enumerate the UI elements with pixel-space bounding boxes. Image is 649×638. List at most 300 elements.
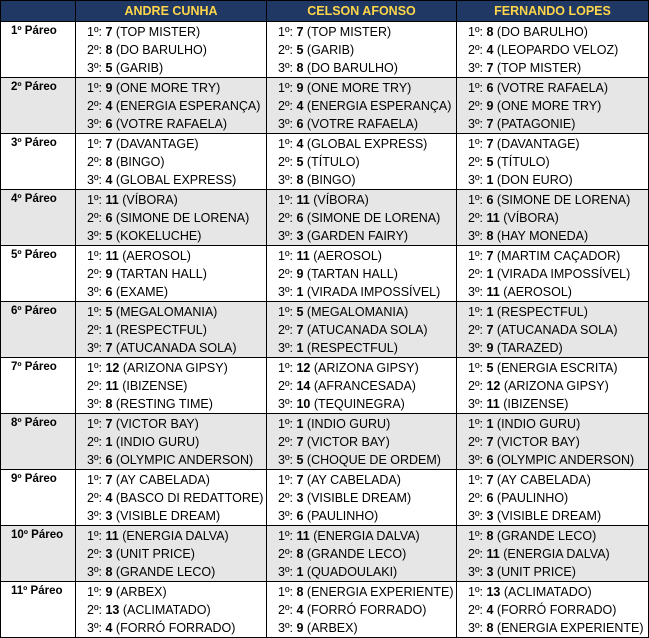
pick-horse-name: (CHOQUE DE ORDEM) (306, 453, 441, 467)
pick-position: 1º: (468, 529, 483, 543)
pick-number: 9 (296, 81, 304, 95)
pick-position: 2º: (468, 155, 483, 169)
pick-horse-name: (FORRÓ FORRADO) (496, 603, 617, 617)
picks-cell-celson-afonso (267, 470, 457, 526)
pick-line (87, 321, 266, 339)
pick-line (468, 601, 648, 619)
pick-line (468, 339, 648, 357)
pick-number: 9 (296, 267, 304, 281)
pick-position: 3º: (468, 621, 483, 635)
picks-cell-fernando-lopes (457, 246, 649, 302)
pick-number: 12 (296, 361, 311, 375)
pick-line (87, 265, 266, 283)
pick-number: 6 (486, 193, 494, 207)
pick-number: 6 (105, 211, 113, 225)
pick-position: 3º: (87, 565, 102, 579)
pick-position: 3º: (87, 621, 102, 635)
pick-number: 5 (105, 229, 113, 243)
header-expert-andre-cunha: ANDRE CUNHA (76, 1, 267, 22)
pick-position: 1º: (87, 137, 102, 151)
pick-position: 3º: (87, 229, 102, 243)
pick-number: 4 (105, 173, 113, 187)
pick-horse-name: (DON EURO) (496, 173, 573, 187)
pick-horse-name: (AFRANCESADA) (313, 379, 416, 393)
pick-number: 13 (486, 585, 501, 599)
pick-position: 2º: (87, 43, 102, 57)
pick-position: 3º: (278, 453, 293, 467)
pick-line (278, 545, 456, 563)
pick-line (468, 97, 648, 115)
pick-position: 3º: (468, 61, 483, 75)
picks-cell-celson-afonso (267, 22, 457, 78)
pick-line (278, 41, 456, 59)
pick-position: 3º: (278, 341, 293, 355)
pick-horse-name: (VOTRE RAFAELA) (115, 117, 228, 131)
pick-number: 7 (486, 323, 494, 337)
pick-line (278, 527, 456, 545)
pick-line (87, 115, 266, 133)
pick-position: 1º: (278, 585, 293, 599)
pick-position: 2º: (87, 435, 102, 449)
pick-position: 1º: (278, 25, 293, 39)
pick-horse-name: (TARTAN HALL) (306, 267, 398, 281)
pick-position: 1º: (278, 249, 293, 263)
header-expert-fernando-lopes: FERNANDO LOPES (457, 1, 649, 22)
pick-position: 2º: (468, 211, 483, 225)
pick-horse-name: (KOKELUCHE) (115, 229, 202, 243)
pick-line (278, 359, 456, 377)
pick-horse-name: (TOP MISTER) (496, 61, 582, 75)
pick-horse-name: (VOTRE RAFAELA) (306, 117, 419, 131)
pick-horse-name: (VISIBLE DREAM) (115, 509, 221, 523)
pick-number: 1 (105, 323, 113, 337)
pick-horse-name: (VIRADA IMPOSSÍVEL) (306, 285, 441, 299)
pick-number: 4 (105, 99, 113, 113)
pick-position: 1º: (87, 193, 102, 207)
pick-number: 9 (296, 621, 304, 635)
pick-position: 2º: (87, 267, 102, 281)
pick-position: 3º: (468, 453, 483, 467)
pick-position: 2º: (278, 155, 293, 169)
picks-cell-fernando-lopes (457, 78, 649, 134)
pick-number: 1 (486, 267, 494, 281)
pick-number: 8 (296, 61, 304, 75)
pick-horse-name: (TARAZED) (496, 341, 563, 355)
pick-number: 3 (296, 491, 304, 505)
picks-cell-fernando-lopes (457, 22, 649, 78)
pick-horse-name: (AY CABELADA) (496, 473, 591, 487)
pick-horse-name: (VÍBORA) (313, 193, 369, 207)
pick-position: 3º: (278, 61, 293, 75)
pick-horse-name: (MEGALOMANIA) (115, 305, 218, 319)
pick-horse-name: (PAULINHO) (306, 509, 379, 523)
pick-line (278, 303, 456, 321)
pick-line (278, 209, 456, 227)
pick-horse-name: (ENERGIA ESPERANÇA) (306, 99, 452, 113)
race-label: 5º Páreo (1, 246, 76, 302)
picks-cell-andre-cunha (76, 246, 267, 302)
pick-line (278, 619, 456, 637)
pick-horse-name: (TOP MISTER) (115, 25, 201, 39)
pick-number: 11 (486, 285, 500, 299)
pick-horse-name: (TARTAN HALL) (115, 267, 207, 281)
pick-line (87, 433, 266, 451)
pick-horse-name: (SIMONE DE LORENA) (115, 211, 250, 225)
pick-horse-name: (MARTIM CAÇADOR) (496, 249, 621, 263)
pick-horse-name: (TÍTULO) (496, 155, 550, 169)
pick-line (278, 79, 456, 97)
pick-position: 2º: (468, 435, 483, 449)
pick-number: 11 (105, 193, 119, 207)
pick-line (468, 527, 648, 545)
race-row (1, 302, 649, 358)
pick-line (87, 583, 266, 601)
pick-position: 3º: (468, 341, 483, 355)
pick-horse-name: (ENERGIA DALVA) (503, 547, 610, 561)
pick-horse-name: (BINGO) (306, 173, 356, 187)
pick-position: 1º: (468, 193, 483, 207)
pick-position: 1º: (278, 473, 293, 487)
pick-position: 1º: (468, 305, 483, 319)
pick-line (278, 415, 456, 433)
pick-number: 5 (296, 155, 304, 169)
race-label: 10º Páreo (1, 526, 76, 582)
pick-number: 5 (296, 305, 304, 319)
pick-position: 3º: (468, 173, 483, 187)
pick-number: 8 (296, 173, 304, 187)
pick-line (468, 79, 648, 97)
pick-position: 2º: (87, 379, 102, 393)
pick-position: 1º: (468, 137, 483, 151)
picks-cell-fernando-lopes (457, 526, 649, 582)
pick-line (87, 59, 266, 77)
pick-line (278, 115, 456, 133)
header-blank-cell (1, 1, 76, 22)
pick-position: 2º: (468, 547, 483, 561)
picks-cell-celson-afonso (267, 78, 457, 134)
pick-line (87, 377, 266, 395)
pick-number: 5 (296, 453, 304, 467)
pick-horse-name: (ENERGIA EXPERIENTE) (306, 585, 454, 599)
pick-number: 6 (296, 211, 304, 225)
pick-number: 4 (296, 137, 304, 151)
picks-cell-andre-cunha (76, 582, 267, 638)
pick-position: 1º: (278, 417, 293, 431)
pick-horse-name: (VÍBORA) (122, 193, 178, 207)
pick-line (87, 171, 266, 189)
race-label: 6º Páreo (1, 302, 76, 358)
pick-horse-name: (VIRADA IMPOSSÍVEL) (496, 267, 631, 281)
pick-number: 1 (486, 417, 494, 431)
race-row (1, 582, 649, 638)
pick-position: 1º: (87, 361, 102, 375)
race-row (1, 470, 649, 526)
pick-number: 1 (486, 173, 494, 187)
pick-number: 4 (486, 43, 494, 57)
pick-line (278, 265, 456, 283)
pick-position: 3º: (468, 285, 483, 299)
pick-horse-name: (INDIO GURU) (115, 435, 200, 449)
pick-line (87, 339, 266, 357)
pick-horse-name: (INDIO GURU) (306, 417, 391, 431)
pick-number: 3 (486, 509, 494, 523)
pick-number: 6 (486, 491, 494, 505)
pick-horse-name: (ACLIMATADO) (122, 603, 211, 617)
pick-number: 11 (296, 193, 310, 207)
pick-position: 2º: (278, 491, 293, 505)
pick-horse-name: (ENERGIA ESPERANÇA) (115, 99, 261, 113)
pick-number: 6 (105, 117, 113, 131)
pick-position: 3º: (87, 285, 102, 299)
picks-cell-celson-afonso (267, 358, 457, 414)
pick-position: 1º: (278, 193, 293, 207)
race-label: 11º Páreo (1, 582, 76, 638)
pick-position: 2º: (87, 155, 102, 169)
race-row (1, 246, 649, 302)
picks-cell-celson-afonso (267, 526, 457, 582)
pick-horse-name: (GARDEN FAIRY) (306, 229, 409, 243)
pick-number: 3 (296, 229, 304, 243)
pick-horse-name: (IBIZENSE) (503, 397, 569, 411)
pick-number: 6 (486, 81, 494, 95)
pick-horse-name: (DO BARULHO) (496, 25, 588, 39)
race-row (1, 190, 649, 246)
race-row (1, 78, 649, 134)
picks-cell-celson-afonso (267, 414, 457, 470)
pick-line (468, 359, 648, 377)
pick-line (278, 433, 456, 451)
pick-position: 2º: (278, 43, 293, 57)
pick-number: 7 (105, 417, 113, 431)
pick-line (278, 191, 456, 209)
pick-line (278, 171, 456, 189)
pick-position: 3º: (468, 565, 483, 579)
pick-horse-name: (ARBEX) (306, 621, 358, 635)
pick-line (278, 451, 456, 469)
picks-cell-celson-afonso (267, 190, 457, 246)
pick-line (468, 583, 648, 601)
pick-horse-name: (AY CABELADA) (115, 473, 210, 487)
pick-position: 1º: (468, 361, 483, 375)
pick-horse-name: (ARIZONA GIPSY) (122, 361, 228, 375)
pick-position: 3º: (87, 117, 102, 131)
pick-line (278, 59, 456, 77)
pick-horse-name: (VÍBORA) (503, 211, 559, 225)
pick-position: 2º: (278, 211, 293, 225)
pick-number: 5 (296, 43, 304, 57)
pick-position: 3º: (87, 61, 102, 75)
pick-number: 5 (105, 305, 113, 319)
pick-position: 3º: (87, 397, 102, 411)
pick-position: 2º: (468, 379, 483, 393)
pick-number: 7 (486, 137, 494, 151)
pick-line (87, 283, 266, 301)
pick-position: 2º: (87, 323, 102, 337)
pick-number: 13 (105, 603, 120, 617)
pick-line (87, 563, 266, 581)
pick-position: 2º: (468, 323, 483, 337)
pick-position: 3º: (278, 117, 293, 131)
pick-horse-name: (MEGALOMANIA) (306, 305, 409, 319)
pick-number: 12 (105, 361, 120, 375)
pick-line (468, 303, 648, 321)
pick-number: 7 (105, 137, 113, 151)
picks-cell-andre-cunha (76, 414, 267, 470)
pick-position: 2º: (468, 491, 483, 505)
pick-number: 8 (296, 547, 304, 561)
pick-line (468, 321, 648, 339)
pick-number: 1 (296, 285, 304, 299)
pick-line (468, 265, 648, 283)
pick-number: 5 (486, 361, 494, 375)
pick-horse-name: (TÍTULO) (306, 155, 360, 169)
pick-line (87, 135, 266, 153)
pick-line (468, 619, 648, 637)
pick-position: 3º: (278, 565, 293, 579)
picks-cell-andre-cunha (76, 22, 267, 78)
pick-horse-name: (PAULINHO) (496, 491, 569, 505)
pick-line (87, 451, 266, 469)
header-row (1, 1, 649, 22)
pick-horse-name: (OLYMPIC ANDERSON) (115, 453, 254, 467)
pick-line (278, 489, 456, 507)
pick-number: 11 (105, 249, 119, 263)
pick-horse-name: (DAVANTAGE) (496, 137, 580, 151)
pick-horse-name: (PATAGONIE) (496, 117, 576, 131)
pick-position: 1º: (87, 81, 102, 95)
pick-position: 1º: (468, 249, 483, 263)
pick-number: 7 (105, 473, 113, 487)
pick-line (468, 451, 648, 469)
pick-position: 1º: (87, 305, 102, 319)
pick-number: 11 (296, 529, 310, 543)
pick-line (87, 153, 266, 171)
pick-horse-name: (ONE MORE TRY) (115, 81, 221, 95)
pick-horse-name: (OLYMPIC ANDERSON) (496, 453, 635, 467)
pick-horse-name: (DAVANTAGE) (115, 137, 199, 151)
pick-line (87, 209, 266, 227)
pick-line (468, 59, 648, 77)
pick-horse-name: (SIMONE DE LORENA) (306, 211, 441, 225)
race-label: 1º Páreo (1, 22, 76, 78)
pick-number: 8 (105, 155, 113, 169)
pick-horse-name: (RESTING TIME) (115, 397, 213, 411)
pick-line (278, 247, 456, 265)
pick-line (468, 471, 648, 489)
pick-position: 3º: (278, 173, 293, 187)
race-rows (1, 22, 649, 638)
pick-horse-name: (GRANDE LECO) (306, 547, 407, 561)
pick-horse-name: (ATUCANADA SOLA) (115, 341, 237, 355)
pick-number: 4 (105, 621, 113, 635)
pick-position: 2º: (468, 603, 483, 617)
race-row (1, 414, 649, 470)
pick-number: 11 (486, 211, 500, 225)
pick-horse-name: (RESPECTFUL) (496, 305, 588, 319)
pick-horse-name: (DO BARULHO) (115, 43, 207, 57)
picks-cell-andre-cunha (76, 526, 267, 582)
pick-line (278, 601, 456, 619)
pick-horse-name: (AEROSOL) (313, 249, 382, 263)
pick-number: 4 (105, 491, 113, 505)
pick-horse-name: (ONE MORE TRY) (306, 81, 412, 95)
picks-cell-celson-afonso (267, 582, 457, 638)
pick-number: 8 (105, 565, 113, 579)
picks-cell-andre-cunha (76, 190, 267, 246)
pick-position: 3º: (468, 117, 483, 131)
pick-line (468, 507, 648, 525)
pick-horse-name: (GLOBAL EXPRESS) (115, 173, 237, 187)
pick-horse-name: (VOTRE RAFAELA) (496, 81, 609, 95)
pick-number: 9 (105, 585, 113, 599)
pick-number: 7 (486, 473, 494, 487)
pick-horse-name: (GRANDE LECO) (115, 565, 216, 579)
pick-line (468, 135, 648, 153)
pick-position: 2º: (278, 267, 293, 281)
pick-horse-name: (IBIZENSE) (122, 379, 188, 393)
pick-number: 1 (105, 435, 113, 449)
pick-position: 2º: (468, 267, 483, 281)
pick-line (87, 489, 266, 507)
pick-horse-name: (FORRÓ FORRADO) (306, 603, 427, 617)
picks-cell-andre-cunha (76, 302, 267, 358)
pick-horse-name: (GLOBAL EXPRESS) (306, 137, 428, 151)
pick-number: 4 (296, 603, 304, 617)
pick-number: 11 (105, 379, 119, 393)
pick-horse-name: (ONE MORE TRY) (496, 99, 602, 113)
pick-horse-name: (BASCO DI REDATTORE) (115, 491, 264, 505)
pick-position: 3º: (468, 229, 483, 243)
pick-line (278, 23, 456, 41)
race-row (1, 526, 649, 582)
pick-position: 3º: (278, 397, 293, 411)
pick-position: 3º: (468, 397, 483, 411)
pick-number: 7 (105, 341, 113, 355)
pick-position: 2º: (278, 547, 293, 561)
pick-line (87, 191, 266, 209)
pick-line (278, 321, 456, 339)
pick-position: 1º: (278, 305, 293, 319)
pick-line (87, 601, 266, 619)
pick-number: 7 (105, 25, 113, 39)
pick-number: 9 (105, 267, 113, 281)
pick-line (278, 583, 456, 601)
pick-line (278, 153, 456, 171)
pick-position: 1º: (468, 25, 483, 39)
pick-position: 3º: (278, 509, 293, 523)
pick-position: 3º: (278, 285, 293, 299)
pick-horse-name: (TOP MISTER) (306, 25, 392, 39)
picks-cell-fernando-lopes (457, 134, 649, 190)
picks-cell-andre-cunha (76, 358, 267, 414)
pick-number: 14 (296, 379, 311, 393)
pick-number: 8 (486, 621, 494, 635)
race-label: 8º Páreo (1, 414, 76, 470)
pick-position: 2º: (278, 603, 293, 617)
pick-horse-name: (VICTOR BAY) (306, 435, 390, 449)
pick-position: 2º: (278, 379, 293, 393)
pick-horse-name: (GARIB) (115, 61, 164, 75)
pick-horse-name: (ENERGIA ESCRITA) (496, 361, 618, 375)
pick-line (468, 545, 648, 563)
pick-number: 10 (296, 397, 311, 411)
pick-position: 3º: (468, 509, 483, 523)
pick-number: 9 (105, 81, 113, 95)
pick-number: 11 (486, 547, 500, 561)
pick-line (87, 79, 266, 97)
pick-line (468, 209, 648, 227)
pick-number: 6 (296, 509, 304, 523)
